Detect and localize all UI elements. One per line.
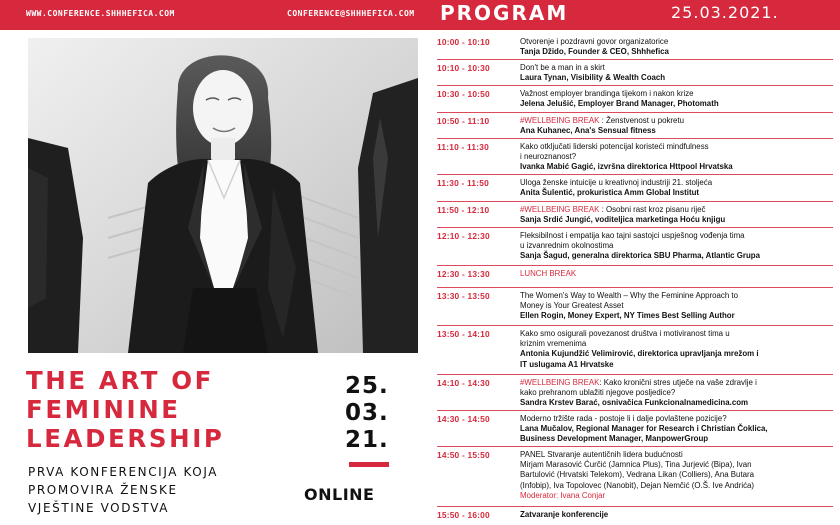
schedule-line — [520, 291, 833, 301]
schedule-item — [437, 288, 833, 326]
schedule-line — [520, 378, 833, 388]
schedule-item — [437, 228, 833, 266]
speaker-text: Sandra Krstev Barać, osnivačica Funkcionalnamedicina.com — [520, 398, 749, 408]
schedule-line — [520, 450, 833, 460]
topic-text: : Osobni rast kroz pisanu riječ — [599, 205, 706, 214]
schedule-time: 15:50 - 16:00 — [437, 510, 490, 520]
schedule-line — [520, 301, 833, 311]
schedule-line — [520, 47, 833, 57]
schedule-item — [437, 202, 833, 228]
schedule-time: 10:00 - 10:10 — [437, 37, 490, 47]
topic-text: kako prehranom ublažiti njegove posljedice? — [520, 388, 676, 398]
speaker-text: Tanja Džido, Founder & CEO, Shhhefica — [520, 47, 669, 57]
event-title — [26, 366, 224, 453]
event-subtitle-line: PRVA KONFERENCIJA KOJA — [28, 465, 219, 479]
schedule-time: 10:10 - 10:30 — [437, 63, 490, 73]
schedule-item — [437, 34, 833, 60]
email-link[interactable]: CONFERENCE@SHHHEFICA.COM — [287, 9, 415, 18]
speaker-text: Business Development Manager, ManpowerGroup — [520, 434, 709, 444]
speaker-text: Laura Tynan, Visibility & Wealth Coach — [520, 73, 666, 83]
schedule-item — [437, 375, 833, 411]
event-subtitle-line: PROMOVIRA ŽENSKE — [28, 483, 178, 497]
topic-text: u izvanrednim okolnostima — [520, 241, 614, 251]
schedule-description — [520, 178, 833, 198]
schedule-time: 11:10 - 11:30 — [437, 142, 489, 152]
schedule-time: 13:50 - 14:10 — [437, 329, 490, 339]
schedule-description — [520, 63, 833, 83]
schedule-line — [520, 269, 833, 279]
highlight-text: LUNCH BREAK — [520, 269, 577, 278]
event-date-line: 21. — [345, 427, 389, 453]
schedule-description — [520, 510, 833, 520]
schedule-item — [437, 175, 833, 202]
speaker-text: Lana Mučalov, Regional Manager for Research i Christian Čoklica, — [520, 424, 768, 434]
schedule-item — [437, 447, 833, 507]
schedule-description — [520, 414, 833, 445]
schedule-time: 10:50 - 11:10 — [437, 116, 490, 126]
schedule-item — [437, 139, 833, 175]
event-title-line: THE ART OF — [26, 366, 215, 395]
topic-text: (Infobip), Iva Topolovec (Nanobit), Dejan Nemčić (O.Š. Ive Andrića) — [520, 480, 755, 490]
topic-text: Bartulović (Hrvatski Telekom), Vedrana Likan (Colliers), Ana Butara — [520, 470, 755, 480]
schedule-line — [520, 491, 833, 501]
schedule-line — [520, 349, 833, 359]
highlight-text: #WELLBEING BREAK — [520, 116, 600, 125]
schedule-line — [520, 311, 833, 321]
schedule-time: 14:50 - 15:50 — [437, 450, 490, 460]
speaker-text: Sanja Šagud, generalna direktorica SBU Pharma, Atlantic Grupa — [520, 251, 761, 261]
topic-text: Money is Your Greatest Asset — [520, 301, 624, 311]
speaker-text: Ivanka Mabić Gagić, izvršna direktorica Httpool Hrvatska — [520, 162, 733, 172]
schedule-time: 12:10 - 12:30 — [437, 231, 490, 241]
schedule-line — [520, 142, 833, 152]
schedule-item — [437, 86, 833, 113]
schedule-time: 10:30 - 10:50 — [437, 89, 490, 99]
schedule-description — [520, 291, 833, 322]
schedule-line — [520, 89, 833, 99]
topic-text: Otvorenje i pozdravni govor organizatorice — [520, 37, 669, 46]
schedule-item — [437, 326, 833, 375]
schedule-line — [520, 73, 833, 83]
schedule-line — [520, 414, 833, 424]
event-subtitle-line: VJEŠTINE VODSTVA — [28, 501, 170, 515]
schedule-line — [520, 37, 833, 47]
schedule-time: 11:50 - 12:10 — [437, 205, 490, 215]
schedule-time: 12:30 - 13:30 — [437, 269, 490, 279]
schedule-line — [520, 63, 833, 73]
schedule-item — [437, 113, 833, 139]
schedule-description — [520, 205, 833, 225]
topic-text: : Ženstvenost u pokretu — [599, 116, 685, 125]
schedule-line — [520, 510, 833, 520]
highlight-text: Moderator: Ivana Conjar — [520, 490, 606, 500]
schedule-description — [520, 450, 833, 501]
schedule-description — [520, 89, 833, 109]
speaker-text: Ellen Rogin, Money Expert, NY Times Best Selling Author — [520, 311, 735, 321]
speaker-text: Antonia Kujundžić Velimirović, direktorica upravljanja mrežom i — [520, 349, 759, 359]
schedule-line — [520, 162, 833, 172]
website-link[interactable]: WWW.CONFERENCE.SHHHEFICA.COM — [26, 9, 175, 18]
highlight-text: #WELLBEING BREAK — [520, 378, 600, 387]
schedule-description — [520, 142, 833, 173]
speaker-text: Zatvaranje konferencije — [520, 510, 609, 519]
topic-text: Uloga ženske intuicije u kreativnoj industriji 21. stoljeća — [520, 178, 713, 187]
topic-text: Don't be a man in a skirt — [520, 63, 605, 72]
schedule-description — [520, 378, 833, 409]
schedule-line — [520, 329, 833, 339]
schedule-line — [520, 424, 833, 434]
date-divider — [349, 462, 389, 467]
speaker-text: Anita Šulentić, prokuristica Amm Global Institut — [520, 188, 700, 198]
topic-text: The Women's Way to Wealth – Why the Feminine Approach to — [520, 291, 739, 300]
header-date: 25.03.2021. — [671, 3, 779, 22]
event-title-line: FEMININE — [26, 395, 181, 424]
topic-text: i neuroznanost? — [520, 152, 577, 162]
schedule-description — [520, 37, 833, 57]
topic-text: Fleksibilnost i empatija kao tajni sastojci uspješnog vođenja tima — [520, 231, 745, 240]
event-format: ONLINE — [304, 485, 375, 504]
schedule-description — [520, 231, 833, 262]
speaker-text: Ana Kuhanec, Ana's Sensual fitness — [520, 126, 656, 136]
topic-text: Kako smo osigurali povezanost društva i motiviranost tima u — [520, 329, 730, 338]
schedule-line — [520, 339, 833, 349]
schedule-line — [520, 460, 833, 470]
speaker-text: Sanja Srdić Jungić, voditeljica marketinga Hoću knjigu — [520, 215, 726, 225]
schedule-item — [437, 507, 833, 525]
topic-text: Važnost employer brandinga tijekom i nakon krize — [520, 89, 694, 98]
highlight-text: #WELLBEING BREAK — [520, 205, 600, 214]
schedule-line — [520, 434, 833, 444]
schedule-time: 14:10 - 14:30 — [437, 378, 490, 388]
topic-text: kriznim vremenima — [520, 339, 587, 349]
event-date-line: 25. — [345, 373, 389, 399]
topic-text: Mirjam Marasović Ćurčić (Jamnica Plus), Tina Jurjević (Bipa), Ivan — [520, 460, 752, 470]
schedule-line — [520, 178, 833, 188]
schedule-line — [520, 205, 833, 215]
event-date — [345, 373, 389, 454]
schedule-line — [520, 241, 833, 251]
schedule-line — [520, 152, 833, 162]
schedule-line — [520, 231, 833, 241]
event-date-line: 03. — [345, 400, 389, 426]
topic-text: PANEL Stvaranje autentičnih lidera budućnosti — [520, 450, 683, 459]
schedule-time: 11:30 - 11:50 — [437, 178, 489, 188]
speaker-photo — [28, 38, 418, 353]
topic-text: : Kako kronični stres utječe na vaše zdravlje i — [599, 378, 757, 387]
schedule-description — [520, 116, 833, 136]
schedule-line — [520, 481, 833, 491]
event-subtitle — [28, 463, 218, 517]
speaker-text: IT uslugama A1 Hrvatske — [520, 359, 614, 369]
schedule-line — [520, 215, 833, 225]
schedule-description — [520, 269, 833, 279]
topic-text: Moderno tržište rada - postoje li i dalje povlaštene pozicije? — [520, 414, 727, 423]
topic-text: Kako otključati liderski potencijal koristeći mindfulness — [520, 142, 709, 151]
schedule-time: 14:30 - 14:50 — [437, 414, 490, 424]
header-bar — [0, 0, 840, 30]
schedule-line — [520, 398, 833, 408]
schedule-item — [437, 411, 833, 447]
schedule-line — [520, 470, 833, 480]
schedule-line — [520, 99, 833, 109]
schedule-time: 13:30 - 13:50 — [437, 291, 490, 301]
speaker-text: Jelena Jelušić, Employer Brand Manager, Photomath — [520, 99, 719, 109]
schedule-line — [520, 126, 833, 136]
photo-illustration — [28, 38, 418, 353]
schedule-line — [520, 188, 833, 198]
schedule-line — [520, 388, 833, 398]
schedule-description — [520, 329, 833, 370]
schedule-line — [520, 116, 833, 126]
program-heading: PROGRAM — [440, 1, 569, 25]
schedule-item — [437, 266, 833, 288]
schedule-line — [520, 360, 833, 370]
event-title-line: LEADERSHIP — [26, 424, 225, 453]
schedule-item — [437, 60, 833, 86]
schedule-line — [520, 251, 833, 261]
